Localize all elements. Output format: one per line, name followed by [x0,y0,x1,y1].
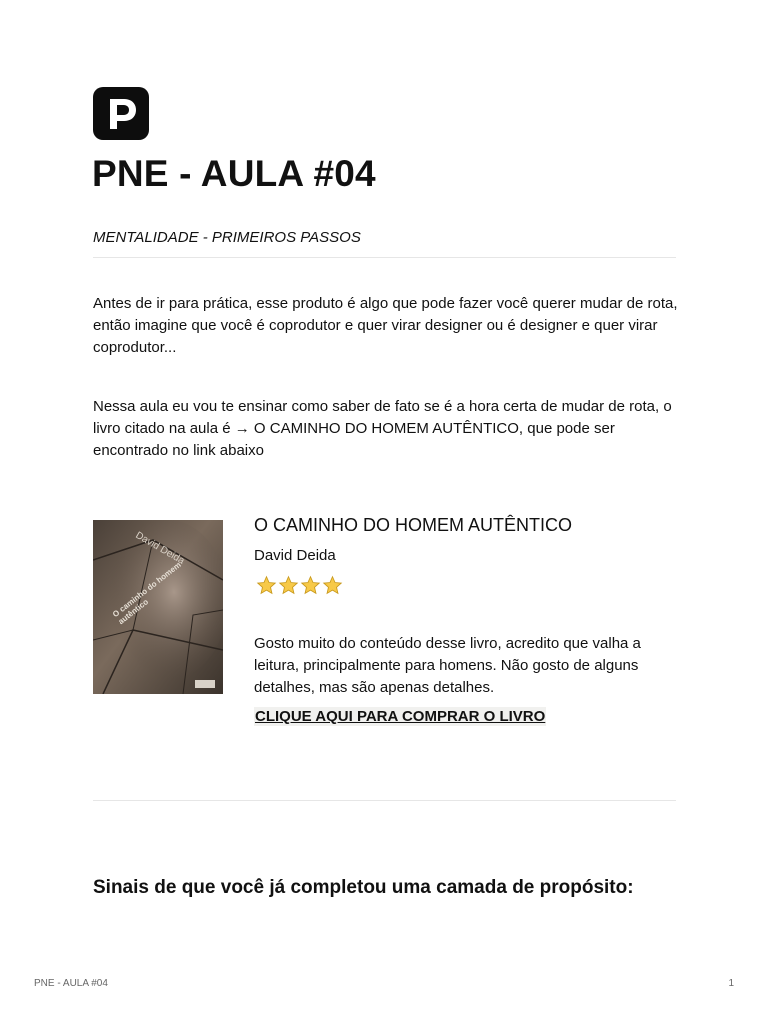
star-rating [256,575,344,597]
buy-book-link[interactable]: CLIQUE AQUI PARA COMPRAR O LIVRO [255,708,546,725]
book-description: Gosto muito do conteúdo desse livro, acredito que valha a leitura, principalmente para homens. Não gosto de alguns detalhes, mas são apenas detalhes. [254,635,641,696]
star-icon [300,575,321,596]
divider [93,257,676,258]
cover-title-text: O caminho do homem autêntico [111,560,183,627]
lesson-paragraph: Nessa aula eu vou te ensinar como saber de fato se é a hora certa de mudar de rota, o livro citado na aula é → O CAMINHO DO HOMEM AUTÊNTICO, que pode ser encontrado no link abaixo [93,398,672,459]
footer-title: PNE - AULA #04 [34,978,108,989]
section-heading: Sinais de que você já completou uma camada de propósito: [93,877,634,898]
page-subtitle: MENTALIDADE - PRIMEIROS PASSOS [93,229,361,246]
p-logo-icon [93,87,149,140]
divider [93,800,676,801]
star-icon [256,575,277,596]
book-title: O CAMINHO DO HOMEM AUTÊNTICO [254,515,573,535]
page-number: 1 [728,978,734,989]
cover-author-text: David Deida [133,530,187,567]
star-icon [322,575,343,596]
page-title: PNE - AULA #04 [92,153,376,194]
star-icon [278,575,299,596]
book-author: David Deida [254,547,336,564]
book-cover-image[interactable] [93,520,223,694]
intro-paragraph: Antes de ir para prática, esse produto é algo que pode fazer você querer mudar de rota, então imagine que você é coprodutor e quer virar designer ou é designer e quer virar coprodutor... [93,295,678,356]
